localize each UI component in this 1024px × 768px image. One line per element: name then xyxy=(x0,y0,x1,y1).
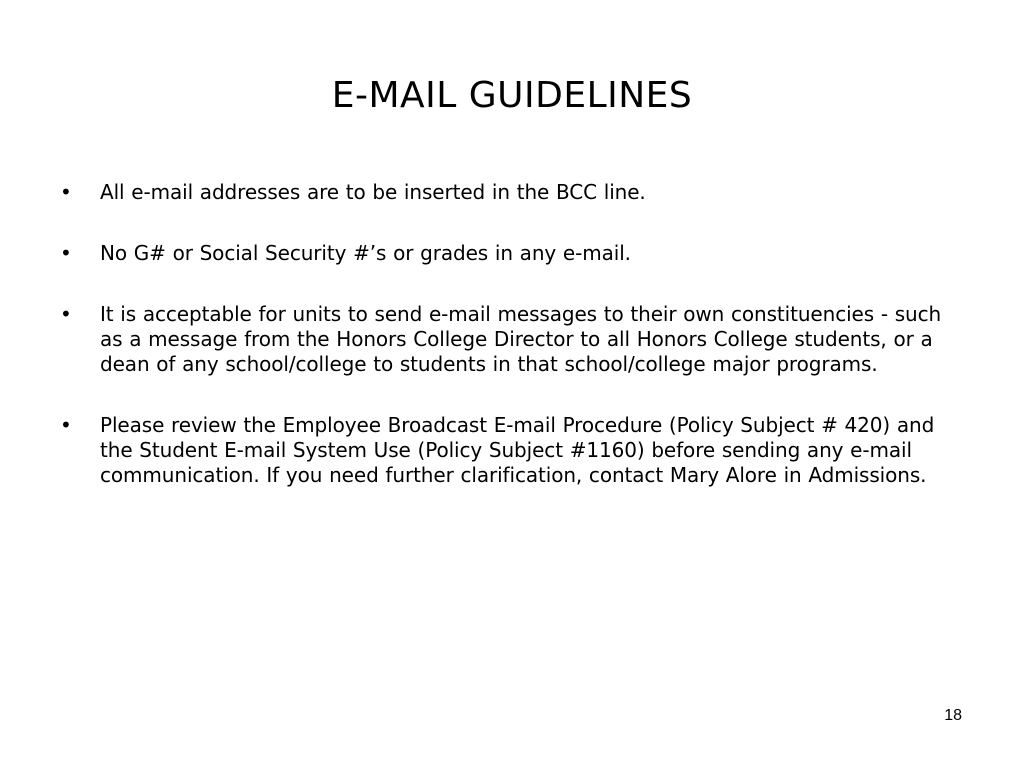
bullet-item xyxy=(60,241,965,266)
slide-title: E-MAIL GUIDELINES xyxy=(331,75,693,116)
bullet-text: It is acceptable for units to send e-mail messages to their own constituencies - such as a message from the Honors College Director to all Honors College students, or a dean of any school/college to students in that school/college major programs. xyxy=(100,302,942,376)
bullet-text: Please review the Employee Broadcast E-mail Procedure (Policy Subject # 420) and the Student E-mail System Use (Policy Subject #1160) before sending any e-mail communication. If you need further clarification, contact Mary Alore in Admissions. xyxy=(100,413,935,487)
bullet-text: No G# or Social Security #’s or grades in any e-mail. xyxy=(100,241,631,265)
bullet-item xyxy=(60,302,965,377)
bullet-list xyxy=(60,180,965,524)
bullet-icon: • xyxy=(60,302,72,326)
bullet-icon: • xyxy=(60,180,72,204)
bullet-item xyxy=(60,413,965,488)
bullet-icon: • xyxy=(60,241,72,265)
bullet-text: All e-mail addresses are to be inserted in the BCC line. xyxy=(100,180,646,204)
page-number: 18 xyxy=(944,707,962,724)
bullet-item xyxy=(60,180,965,205)
bullet-icon: • xyxy=(60,413,72,437)
